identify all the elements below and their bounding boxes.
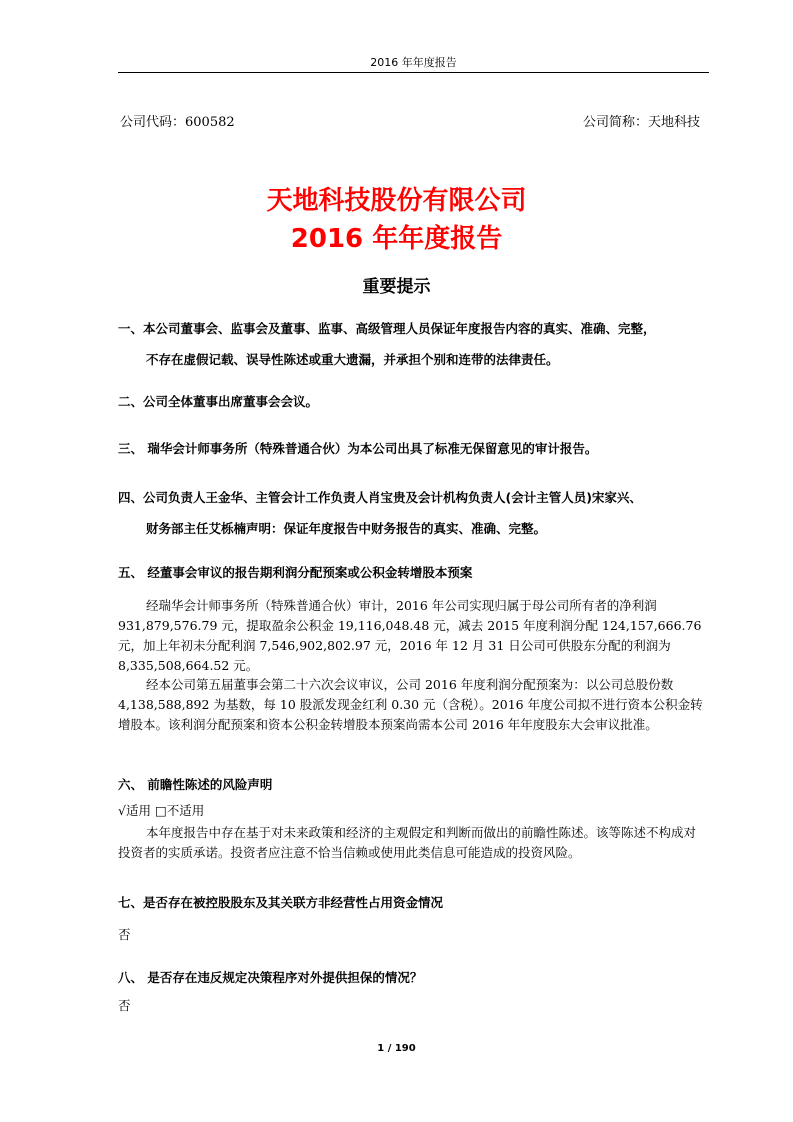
running-header: 2016 年年度报告 — [370, 56, 457, 69]
section-8-answer: 否 — [118, 998, 131, 1013]
section-7-answer: 否 — [118, 927, 131, 942]
section-6-paragraph: 本年度报告中存在基于对未来政策和经济的主观假定和判断而做出的前瞻性陈述。该等陈述不构成对投资者的实质承诺。投资者应注意不恰当信赖或使用此类信息可能造成的投资风险。 — [118, 825, 697, 860]
notice-item-4-line-2: 财务部主任艾栎楠声明：保证年度报告中财务报告的真实、准确、完整。 — [146, 521, 547, 536]
notice-item-3: 三、 瑞华会计师事务所（特殊普通合伙）为本公司出具了标准无保留意见的审计报告。 — [118, 441, 598, 456]
company-short-name: 公司简称：天地科技 — [582, 115, 700, 130]
section-5-paragraph-2: 经本公司第五届董事会第二十六次会议审议，公司 2016 年度利润分配预案为：以公司总股份数 4,138,588,892 为基数，每 10 股派发现金红利 0.30 元（含税）。2016 年度公司拟不进行资本公积金转增股本。该利润分配预案和资本公积金转增股本预案尚需本公司 2016 年年度股东大会审议批准。 — [118, 677, 703, 732]
section-6-heading: 六、 前瞻性陈述的风险声明 — [118, 777, 273, 792]
page-number: 1 / 190 — [377, 1043, 416, 1054]
header-divider — [118, 72, 709, 73]
section-7-heading: 七、是否存在被控股股东及其关联方非经营性占用资金情况 — [118, 895, 444, 910]
notice-heading: 重要提示 — [362, 277, 431, 297]
notice-item-4 — [118, 488, 708, 537]
section-5-paragraph-1: 经瑞华会计师事务所（特殊普通合伙）审计，2016 年公司实现归属于母公司所有者的净利润 931,879,576.79 元，提取盈余公积金 19,116,048.48 元，减去 2015 年度利润分配 124,157,666.76 元，加上年初未分配利润 7,546,902,802.97 元，2016 年 12 月 31 日公司可供股东分配的利润为 8,335,508,664.52 元。 — [118, 598, 702, 673]
notice-item-4-line-1: 四、公司负责人王金华、主管会计工作负责人肖宝贵及会计机构负责人(会计主管人员)宋家兴、 — [118, 490, 642, 505]
notice-item-1 — [118, 319, 708, 368]
notice-item-1-line-1: 一、本公司董事会、监事会及董事、监事、高级管理人员保证年度报告内容的真实、准确、完整， — [118, 321, 656, 336]
company-code: 公司代码：600582 — [120, 115, 235, 130]
report-title: 2016 年年度报告 — [290, 224, 503, 254]
section-5-heading: 五、 经董事会审议的报告期利润分配预案或公积金转增股本预案 — [118, 565, 473, 580]
notice-item-2: 二、公司全体董事出席董事会会议。 — [118, 394, 319, 409]
section-8-heading: 八、 是否存在违反规定决策程序对外提供担保的情况？ — [118, 970, 423, 985]
applicability-options: √适用 □不适用 — [118, 803, 205, 818]
notice-item-1-line-2: 不存在虚假记载、误导性陈述或重大遗漏，并承担个别和连带的法律责任。 — [146, 352, 559, 367]
company-title: 天地科技股份有限公司 — [266, 186, 527, 216]
